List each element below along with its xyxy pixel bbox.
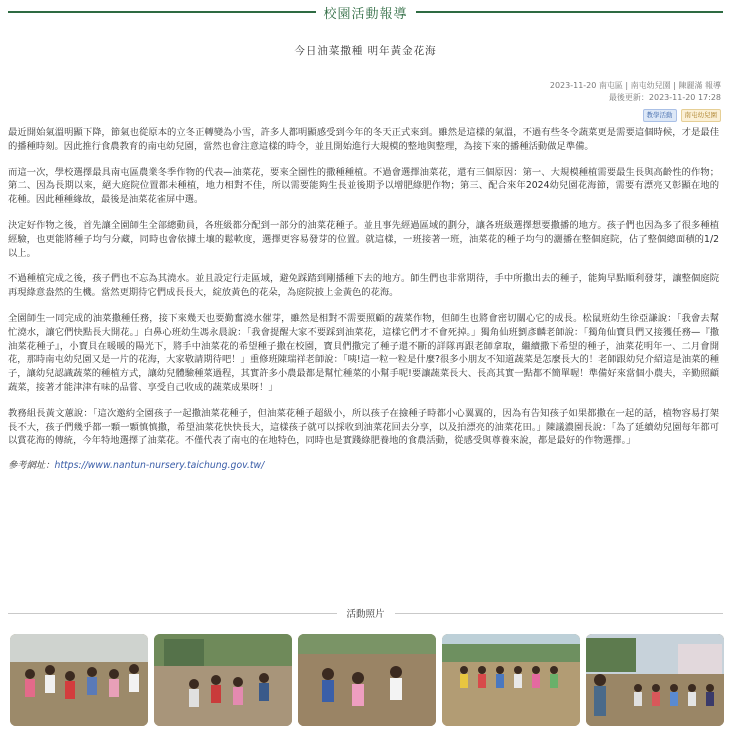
photo-children-group[interactable] bbox=[586, 634, 724, 726]
article-body bbox=[8, 126, 719, 473]
tag-teaching[interactable]: 教學活動 bbox=[643, 109, 677, 122]
reference-link[interactable]: https://www.nantun-nursery.taichung.gov.tw/ bbox=[54, 460, 265, 472]
photo-children-yard[interactable] bbox=[154, 634, 292, 726]
photo-children-row[interactable] bbox=[10, 634, 148, 726]
photos-title: 活動照片 bbox=[346, 609, 385, 620]
photo-gallery bbox=[10, 634, 724, 726]
paragraph: 全園師生一同完成的油菜撒種任務，接下來幾天也要勤奮澆水催芽，雖然是相對不需要照顧的蔬菜作物，但師生也將會密切關心它的成長。松鼠班幼生徐亞謙說：「我會去幫忙澆水，讓它們快點長大開花。」白鼻心班幼生馮永晨說：「我會提醒大家不要踩到油菜花，這樣它們才不會死掉。」獨角仙班劉彥麟老師說：「獨角仙寶貝們又接獲任務—『撒油菜花種子』，小寶貝在暖暖的陽光下，將手中油菜花的希望種子撒在校園，寶貝們撒完了種子還不斷的詳隊再跟老師拿取，繼續撒下希望的種子，油菜花明年一、二月會開花，那時南屯幼兒園又是一片的花海，大家敬請期待吧！」重修班陳瑞祥老師說：「咦!這一粒一粒是什麼?很多小朋友不知道蔬菜是怎麼長大的！老師跟幼兒介紹這是油菜的種子，讓幼兒認識蔬菜的種植方式，讓幼兒體驗種菜過程，其實許多小農最都是幫忙種菜的小幫手呢!要讓蔬菜長大、長高其實一點都不簡單喔！準備好來當個小農夫，辛勤照顧蔬菜，接著才能津津有味的品嘗、享受自己收成的蔬菜成果呀！」 bbox=[8, 312, 719, 393]
header-rule-left bbox=[8, 11, 316, 13]
paragraph: 而這一次，學校選擇最具南屯區農業冬季作物的代表—油菜花，要來全園性的撒種種植。不過會選擇油菜花，還有三個原因：第一、大規模種植需要最生長與高齡性的作物；第二、因為長期以來，絕大庭院位置都未種植，地力相對不佳，所以需要能夠生長並後期予以增肥綠肥作物；第三、配合來年2024幼兒園花海節，需要有漂亮又彰顯在地的花種。因此種種緣故，最後是油菜花雀屏中選。 bbox=[8, 166, 719, 206]
section-title: 校園活動報導 bbox=[323, 6, 408, 22]
tag-list bbox=[643, 109, 722, 122]
header-rule-right bbox=[416, 11, 724, 13]
tag-school[interactable]: 南屯幼兒園 bbox=[681, 109, 722, 122]
article-title: 今日油菜撒種 明年黃金花海 bbox=[294, 45, 437, 57]
paragraph: 不過種植完成之後，孩子們也不忘為其澆水。並且設定行走區域，避免踩踏到剛播種下去的地方。師生們也非常期待，手中所撒出去的種子，能夠早點順利發芽，讓整個庭院再現綠意盎然的生機。當然更期待它們成長長大，綻放黃色的花朵，為庭院披上金黃色的花海。 bbox=[8, 273, 719, 299]
paragraph: 最近開始氣溫明顯下降，節氣也從原本的立冬正轉變為小雪，許多人都明顯感受到今年的冬天正式來到。雖然是這樣的氣溫，不過有些冬令蔬菜更是需要這個時候，才是最佳的播種時刻。因此推行食農教育的南屯幼兒園，當然也會注意這樣的時令，並且開始進行大規模的整地與整理，為接下來的播種活動做足準備。 bbox=[8, 127, 719, 152]
photos-rule-right bbox=[395, 613, 724, 614]
photo-children-line[interactable] bbox=[442, 634, 580, 726]
section-header bbox=[8, 2, 723, 22]
photos-rule-left bbox=[8, 613, 337, 614]
article-meta bbox=[550, 80, 721, 104]
meta-updated: 最後更新：2023-11-20 17:28 bbox=[608, 93, 721, 102]
photos-header bbox=[8, 603, 723, 623]
reference bbox=[8, 459, 719, 473]
photo-children-field[interactable] bbox=[298, 634, 436, 726]
paragraph: 決定好作物之後，首先讓全園師生全部總動員，各班級都分配到一部分的油菜花種子。並且事先經過區域的劃分，讓各班級選擇想要撒播的地方。孩子們也因為多了很多種植經驗，也更能將種子均勻分藏，同時也會依據土壤的鬆軟度，選擇更容易發芽的位置。就這樣，一班接著一班，油菜花的種子均勻的灑播在整個庭院，佔了整個總面積的1/2以上。 bbox=[8, 219, 719, 259]
meta-byline: 2023-11-20 南屯區 | 南屯幼兒園 | 陳麗滿 報導 bbox=[549, 81, 721, 90]
paragraph: 教務組長黃文蕙說：「這次邀約全園孩子一起撒油菜花種子，但油菜花種子超級小，所以孩子在撿種子時都小心翼翼的，因為有告知孩子如果都撒在一起的話，植物容易打架長不大，孩子們幾乎都一顆一顆慎慎撒，希望油菜花快快長大，這樣孩子就可以採收到油菜花回去分享，以及拍漂亮的油菜花田。」陳議濃園長說：「為了延續幼兒園每年都可以賞花海的傳統，今年特地選擇了油菜花。不僅代表了南屯的在地特色，同時也是實踐綠肥養地的食農活動，從感受與尊養來說，都是最好的作物選擇。」 bbox=[8, 407, 719, 447]
reference-label: 參考網址： bbox=[8, 460, 55, 472]
